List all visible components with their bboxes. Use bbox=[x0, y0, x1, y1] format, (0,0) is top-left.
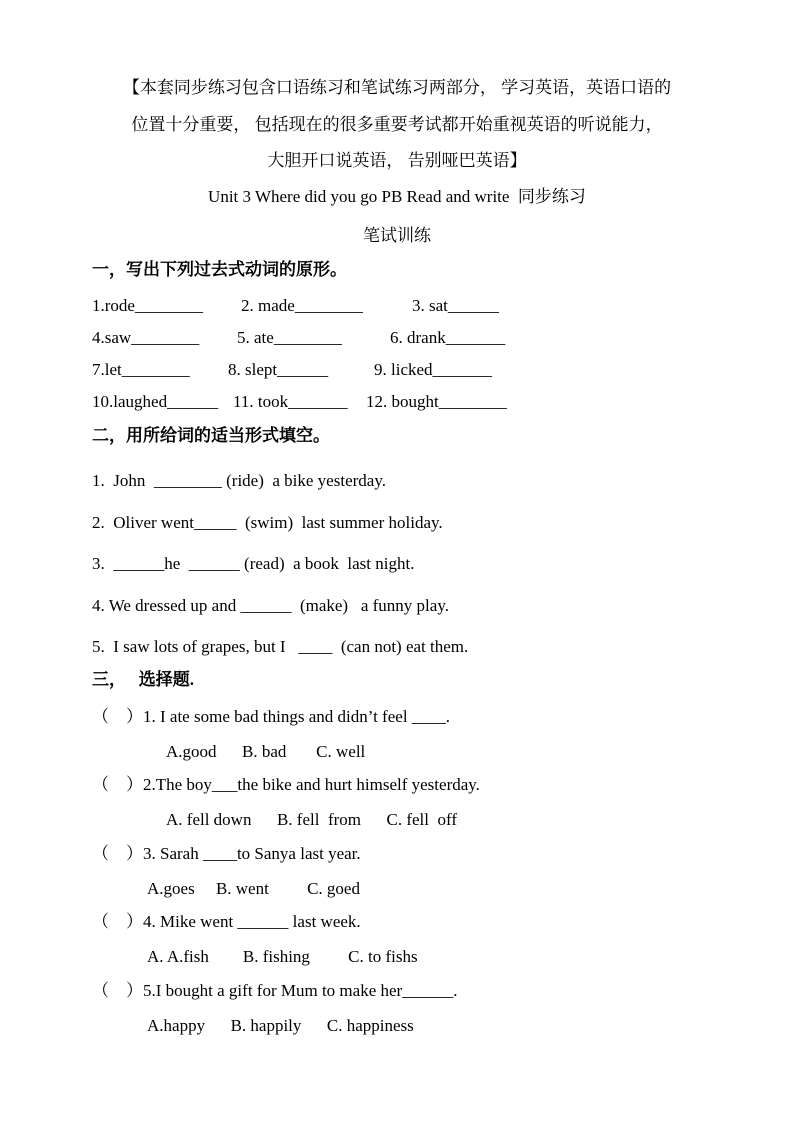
section3-heading: 三， 选择题. bbox=[92, 670, 194, 689]
s3-q2: （ ）2.The boy___the bike and hurt himself yesterday. bbox=[92, 775, 480, 794]
intro-line-1: 【本套同步练习包含口语练习和笔试练习两部分， 学习英语，英语口语的 bbox=[122, 78, 672, 97]
s1-row2-col3: 6. drank_______ bbox=[390, 328, 506, 347]
s1-row4-col1: 10.laughed______ bbox=[92, 392, 219, 411]
s3-q2-options: A. fell down B. fell from C. fell off bbox=[166, 810, 458, 829]
intro-line-3: 大胆开口说英语， 告别哑巴英语】 bbox=[267, 151, 527, 170]
s2-item-1: 1. John ________ (ride) a bike yesterday. bbox=[92, 471, 386, 490]
s1-row3-col2: 8. slept______ bbox=[228, 360, 329, 379]
s2-item-2: 2. Oliver went_____ (swim) last summer holiday. bbox=[92, 513, 443, 532]
intro-line-2: 位置十分重要， 包括现在的很多重要考试都开始重视英语的听说能力， bbox=[131, 115, 663, 134]
s2-item-4: 4. We dressed up and ______ (make) a funny play. bbox=[92, 596, 449, 615]
s1-row2-col1: 4.saw________ bbox=[92, 328, 200, 347]
s1-row1-col3: 3. sat______ bbox=[412, 296, 499, 315]
page-subtitle: 笔试训练 bbox=[363, 226, 431, 245]
s2-item-3: 3. ______he ______ (read) a book last night. bbox=[92, 554, 415, 573]
s1-row2-col2: 5. ate________ bbox=[237, 328, 342, 347]
section2-heading: 二，用所给词的适当形式填空。 bbox=[92, 426, 330, 445]
s1-row1-col1: 1.rode________ bbox=[92, 296, 203, 315]
s3-q1-options: A.good B. bad C. well bbox=[166, 742, 366, 761]
s1-row1-col2: 2. made________ bbox=[241, 296, 363, 315]
s3-q3-options: A.goes B. went C. goed bbox=[147, 879, 360, 898]
s3-q4-options: A. A.fish B. fishing C. to fishs bbox=[147, 947, 418, 966]
s1-row3-col3: 9. licked_______ bbox=[374, 360, 493, 379]
s2-item-5: 5. I saw lots of grapes, but I ____ (can not) eat them. bbox=[92, 637, 469, 656]
s1-row4-col3: 12. bought________ bbox=[366, 392, 507, 411]
section1-heading: 一，写出下列过去式动词的原形。 bbox=[92, 260, 347, 279]
s1-row4-col2: 11. took_______ bbox=[233, 392, 348, 411]
s1-row3-col1: 7.let________ bbox=[92, 360, 190, 379]
s3-q4: （ ）4. Mike went ______ last week. bbox=[92, 912, 361, 931]
s3-q1: （ ）1. I ate some bad things and didn’t feel ____. bbox=[92, 707, 451, 726]
s3-q5-options: A.happy B. happily C. happiness bbox=[147, 1016, 414, 1035]
s3-q3: （ ）3. Sarah ____to Sanya last year. bbox=[92, 844, 361, 863]
s3-q5: （ ）5.I bought a gift for Mum to make her______. bbox=[92, 981, 458, 1000]
page-title: Unit 3 Where did you go PB Read and write 同步练习 bbox=[208, 187, 586, 206]
